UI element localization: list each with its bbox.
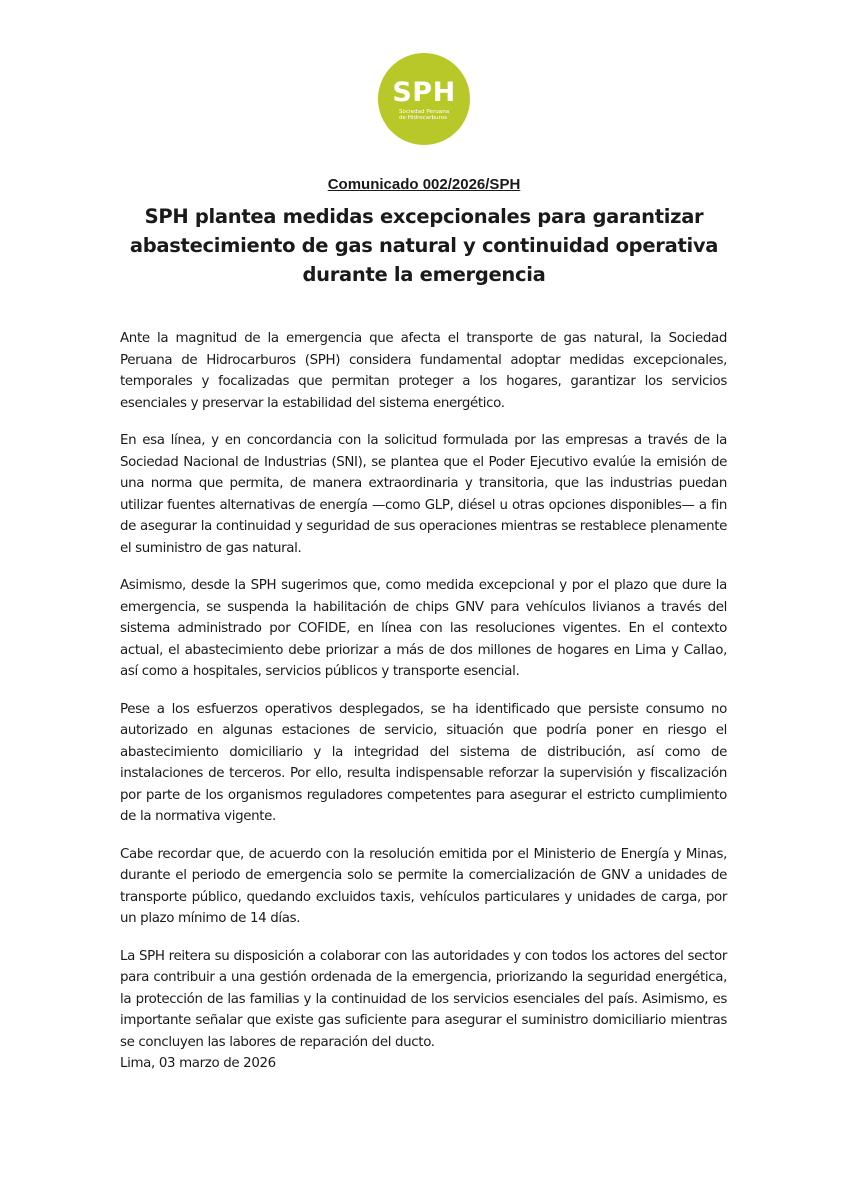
logo-mark: SPH: [392, 76, 456, 108]
place-date-signoff: Lima, 03 marzo de 2026: [120, 1056, 276, 1071]
sph-logo: [378, 53, 470, 145]
logo-subtitle: [399, 109, 459, 122]
logo-subtitle-line2: de Hidrocarburos: [399, 115, 448, 121]
paragraph: En esa línea, y en concordancia con la solicitud formulada por las empresas a través de la Sociedad Nacional de Industrias (SNI), se plantea que el Poder Ejecutivo evalúe la emisión de una norma que permita, de manera extraordinaria y transitoria, que las industrias puedan utilizar fuentes alternativas de energía —como GLP, diésel u otras opciones disponibles— a fin de asegurar la continuidad y seguridad de sus operaciones mientras se restablece plenamente el suministro de gas natural.: [120, 433, 727, 556]
paragraph: Cabe recordar que, de acuerdo con la resolución emitida por el Ministerio de Energía y Minas, durante el periodo de emergencia solo se permite la comercialización de GNV a unidades de transporte público, quedando excluidos taxis, vehículos particulares y unidades de carga, por un plazo mínimo de 14 días.: [120, 846, 727, 926]
paragraph: La SPH reitera su disposición a colaborar con las autoridades y con todos los actores del sector para contribuir a una gestión ordenada de la emergencia, priorizando la seguridad energética, la protección de las familias y la continuidad de los servicios esenciales del país. Asimismo, es importante señalar que existe gas suficiente para asegurar el suministro domiciliario mientras se concluyen las labores de reparación del ducto.: [120, 948, 727, 1050]
paragraph: Asimismo, desde la SPH sugerimos que, como medida excepcional y por el plazo que dure la emergencia, se suspenda la habilitación de chips GNV para vehículos livianos a través del sistema administrado por COFIDE, en línea con las resoluciones vigentes. En el contexto actual, el abastecimiento debe priorizar a más de dos millones de hogares en Lima y Callao, así como a hospitales, servicios públicos y transporte esencial.: [120, 578, 727, 679]
logo-subtitle-line1: Sociedad Peruana: [399, 108, 450, 115]
paragraph: Ante la magnitud de la emergencia que afecta el transporte de gas natural, la Sociedad Peruana de Hidrocarburos (SPH) considera fundamental adoptar medidas excepcionales, temporales y focalizadas que permitan proteger a los hogares, garantizar los servicios esenciales y preservar la estabilidad del sistema energético.: [120, 331, 727, 411]
paragraph: Pese a los esfuerzos operativos desplegados, se ha identificado que persiste consumo no autorizado en algunas estaciones de servicio, situación que podría poner en riesgo el abastecimiento domiciliario y la integridad del sistema de distribución, así como de instalaciones de terceros. Por ello, resulta indispensable reforzar la supervisión y fiscalización por parte de los organismos reguladores competentes para asegurar el estricto cumplimiento de la normativa vigente.: [120, 701, 727, 824]
document-body: [120, 328, 727, 1069]
comunicado-number: Comunicado 002/2026/SPH: [327, 176, 521, 193]
document-title: SPH plantea medidas excepcionales para garantizar abastecimiento de gas natural y continuidad operativa durante la emergencia: [129, 205, 719, 286]
